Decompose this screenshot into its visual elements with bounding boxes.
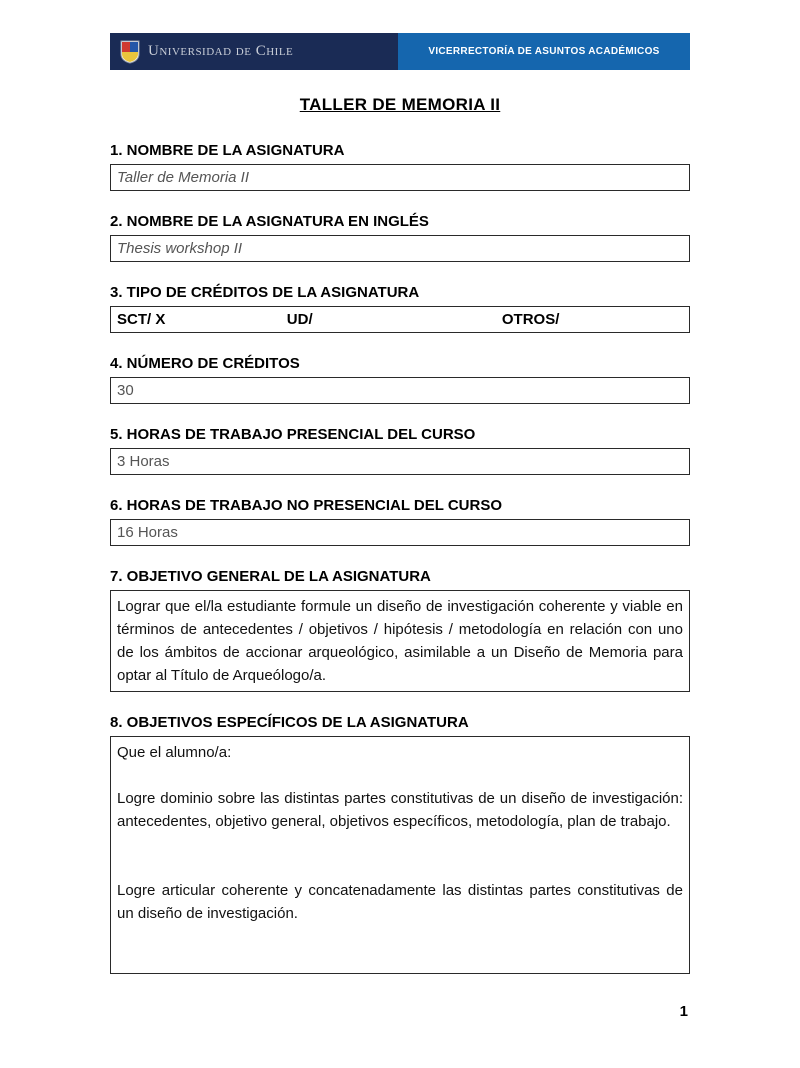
- paragraph-objetivo-1: Logre dominio sobre las distintas partes constitutivas de un diseño de investigación: antecedentes, objetivo general, objetivos específicos, metodología, plan de trabajo.: [117, 790, 683, 830]
- paragraph-objetivo-2: Logre articular coherente y concatenadamente las distintas partes constitutivas de un diseño de investigación.: [117, 882, 683, 922]
- section-nombre-asignatura: [110, 142, 690, 191]
- page-content: [110, 33, 690, 974]
- credit-cell-sct: SCT/ X: [117, 311, 166, 328]
- section-heading: 6. HORAS DE TRABAJO NO PRESENCIAL DEL CURSO: [110, 497, 502, 514]
- section-heading: 8. OBJETIVOS ESPECÍFICOS DE LA ASIGNATURA: [110, 714, 469, 731]
- credit-cell-ud: UD/: [286, 311, 313, 328]
- field-numero-creditos: 30: [110, 377, 690, 404]
- section-objetivo-general: [110, 568, 690, 692]
- page-title: TALLER DE MEMORIA II: [299, 95, 501, 114]
- section-horas-no-presencial: [110, 497, 690, 546]
- section-heading: 5. HORAS DE TRABAJO PRESENCIAL DEL CURSO: [110, 426, 476, 443]
- field-nombre-ingles: Thesis workshop II: [110, 235, 690, 262]
- field-horas-no-presencial: 16 Horas: [110, 519, 690, 546]
- header-bar: [110, 33, 690, 70]
- section-numero-creditos: [110, 355, 690, 404]
- field-nombre-asignatura: Taller de Memoria II: [110, 164, 690, 191]
- document-page: [0, 33, 800, 1068]
- page-number: 1: [679, 1003, 688, 1020]
- section-nombre-ingles: [110, 213, 690, 262]
- field-horas-presencial: 3 Horas: [110, 448, 690, 475]
- section-horas-presencial: [110, 426, 690, 475]
- section-heading: 2. NOMBRE DE LA ASIGNATURA EN INGLÉS: [110, 213, 429, 230]
- header-university-block: [110, 33, 398, 70]
- section-heading: 4. NÚMERO DE CRÉDITOS: [110, 355, 300, 372]
- header-department-block: [398, 33, 690, 70]
- field-tipo-creditos: [110, 306, 690, 333]
- section-objetivos-especificos: [110, 714, 690, 974]
- section-heading: 1. NOMBRE DE LA ASIGNATURA: [110, 142, 345, 159]
- field-objetivos-especificos: [110, 736, 690, 974]
- section-heading: 3. TIPO DE CRÉDITOS DE LA ASIGNATURA: [110, 284, 420, 301]
- section-heading: 7. OBJETIVO GENERAL DE LA ASIGNATURA: [110, 568, 431, 585]
- department-name: VICERRECTORÍA DE ASUNTOS ACADÉMICOS: [428, 46, 660, 57]
- university-name: Universidad de Chile: [148, 43, 294, 59]
- university-crest-icon: [120, 40, 140, 64]
- paragraph-intro: Que el alumno/a:: [117, 744, 232, 761]
- section-tipo-creditos: [110, 284, 690, 333]
- credit-cell-otros: OTROS/: [501, 311, 560, 328]
- field-objetivo-general: Lograr que el/la estudiante formule un diseño de investigación coherente y viable en términos de antecedentes / objetivos / hipótesis / metodología en relación con uno de los ámbitos de accionar arqueológico, asimilable a un Diseño de Memoria para optar al Título de Arqueólogo/a.: [110, 590, 690, 692]
